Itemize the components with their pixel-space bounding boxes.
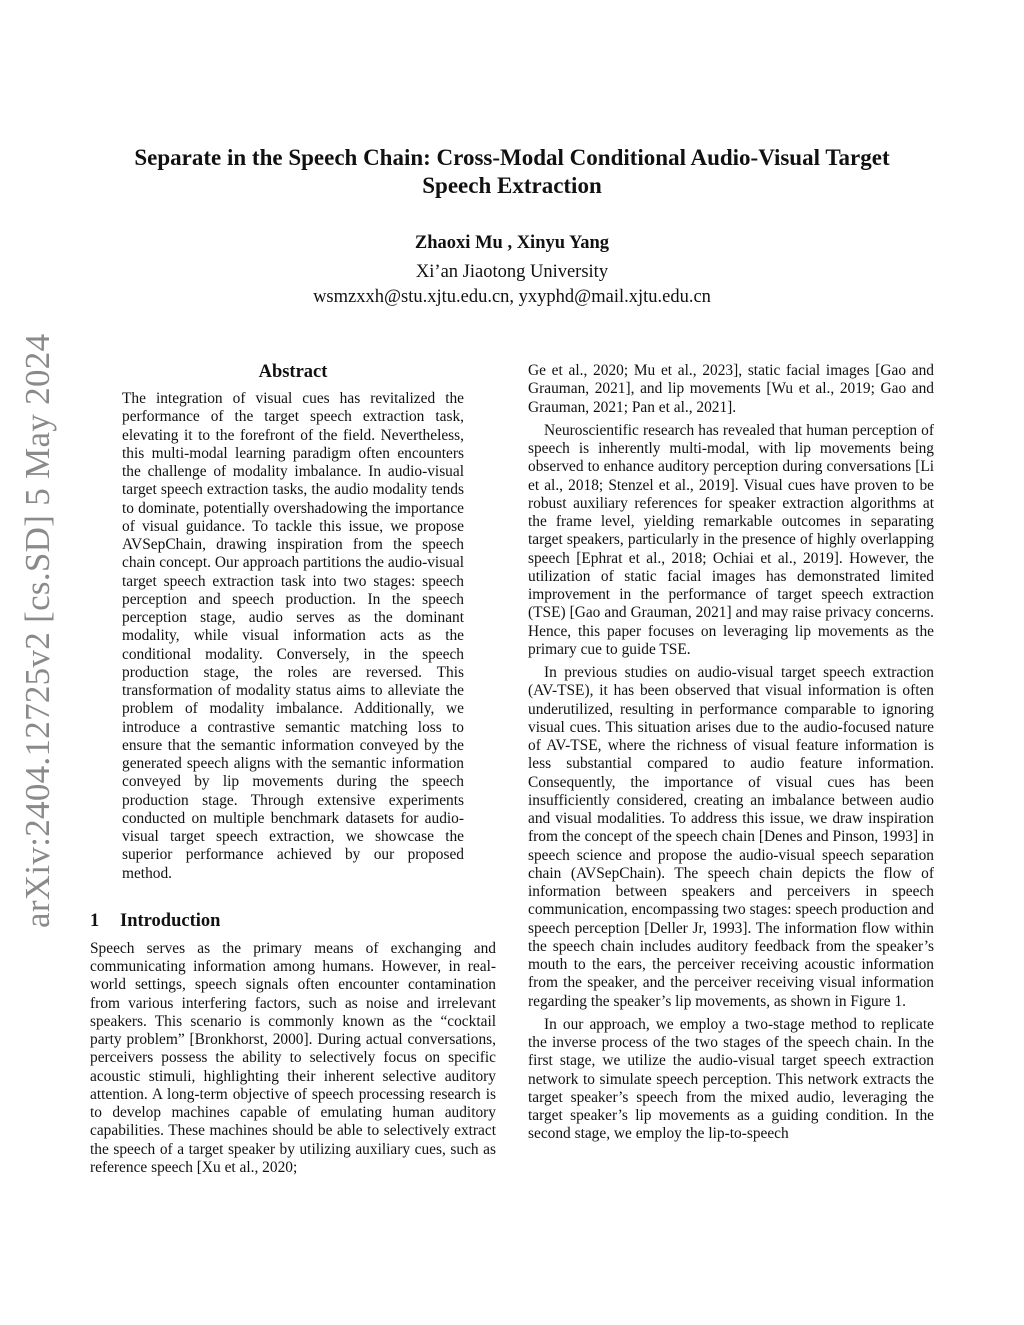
- left-column: [90, 360, 496, 1177]
- intro-paragraph-4: In our approach, we employ a two-stage method to replicate the inverse process of the two stages of the speech chain. In the first stage, we utilize the audio-visual target speech extraction network to simulate speech perception. This network extracts the target speaker’s speech from the mixed audio, leveraging the target speaker’s lip movements as a guiding condition. In the second stage, we employ the lip-to-speech: [528, 1015, 934, 1143]
- intro-paragraph-1-continued: Ge et al., 2020; Mu et al., 2023], static facial images [Gao and Grauman, 2021], and lip movements [Wu et al., 2019; Gao and Grauman, 2021; Pan et al., 2021].: [528, 362, 934, 416]
- arxiv-identifier: arXiv:2404.12725v2 [cs.SD] 5 May 2024: [18, 333, 57, 928]
- abstract-text: The integration of visual cues has revitalized the performance of the target speech extraction task, elevating it to the forefront of the field. Nevertheless, this multi-modal learning paradigm often encounters the challenge of modality imbalance. In audio-visual target speech extraction tasks, the audio modality tends to dominate, potentially overshadowing the importance of visual guidance. To tackle this issue, we propose AVSepChain, drawing inspiration from the speech chain concept. Our approach partitions the audio-visual target speech extraction task into two stages: speech perception and speech production. In the speech perception stage, audio serves as the dominant modality, while visual information acts as the conditional modality. Conversely, in the speech production stage, the roles are reversed. This transformation of modality status aims to alleviate the problem of modality imbalance. Additionally, we introduce a contrastive semantic matching loss to ensure that the semantic information conveyed by the generated speech aligns with the semantic information conveyed by lip movements during the speech production stage. Through extensive experiments conducted on multiple benchmark datasets for audio-visual target speech extraction, we showcase the superior performance achieved by our proposed method.: [122, 390, 464, 882]
- author-list: Zhaoxi Mu , Xinyu Yang: [414, 233, 610, 253]
- title-line-2: Speech Extraction: [422, 173, 602, 198]
- affiliation-block: [90, 260, 934, 310]
- section-number: 1: [90, 910, 100, 931]
- paper-title: [90, 144, 934, 200]
- intro-paragraph-3: In previous studies on audio-visual target speech extraction (AV-TSE), it has been observed that visual information is often underutilized, resulting in performance comparable to ignoring visual cues. This situation arises due to the audio-focused nature of AV-TSE, where the richness of visual feature information is less substantial compared to audio feature information. Consequently, the importance of visual cues has been insufficiently considered, creating an imbalance between audio and visual modalities. To address this issue, we draw inspiration from the concept of the speech chain [Denes and Pinson, 1993] in speech science and propose the audio-visual speech separation chain (AVSepChain). The speech chain depicts the flow of information between speakers and perceivers in speech communication, encompassing two stages: speech production and speech perception [Deller Jr, 1993]. The information flow within the speech chain includes auditory feedback from the speaker’s mouth to the ears, the perceiver receiving acoustic information from the speaker, and the perceiver receiving visual information regarding the speaker’s lip movements, as shown in Figure 1.: [528, 664, 934, 1010]
- title-line-1: Separate in the Speech Chain: Cross-Modal Conditional Audio-Visual Target: [134, 145, 890, 170]
- right-column: [528, 362, 934, 1144]
- section-title: Introduction: [120, 910, 221, 931]
- section-heading-introduction: [90, 910, 496, 932]
- intro-paragraph-2: Neuroscientific research has revealed that human perception of speech is inherently multi-modal, with lip movements being observed to enhance auditory perception during conversations [Li et al., 2018; Stenzel et al., 2019]. Visual cues have proven to be robust auxiliary references for speaker extraction algorithms at the frame level, yielding remarkable outcomes in separating target speakers, particularly in the presence of highly overlapping speech [Ephrat et al., 2018; Ochiai et al., 2019]. However, the utilization of static facial images has demonstrated limited improvement in the performance of target speech extraction (TSE) [Gao and Grauman, 2021] and may raise privacy concerns. Hence, this paper focuses on leveraging lip movements as the primary cue to guide TSE.: [528, 421, 934, 658]
- author-emails: wsmzxxh@stu.xjtu.edu.cn, yxyphd@mail.xjtu.edu.cn: [313, 287, 711, 307]
- affiliation: Xi’an Jiaotong University: [415, 262, 609, 282]
- intro-paragraph-1: Speech serves as the primary means of exchanging and communicating information among humans. However, in real-world settings, speech signals often encounter contamination from various interfering factors, such as noise and irrelevant speakers. This scenario is commonly known as the “cocktail party problem” [Bronkhorst, 2000]. During actual conversations, perceivers possess the ability to selectively focus on specific acoustic stimuli, highlighting their inherent selective auditory attention. A long-term objective of speech processing research is to develop machines capable of emulating human auditory capabilities. These machines should be able to selectively extract the speech of a target speaker by utilizing auxiliary cues, such as reference speech [Xu et al., 2020;: [90, 939, 496, 1176]
- abstract-heading: Abstract: [258, 362, 328, 382]
